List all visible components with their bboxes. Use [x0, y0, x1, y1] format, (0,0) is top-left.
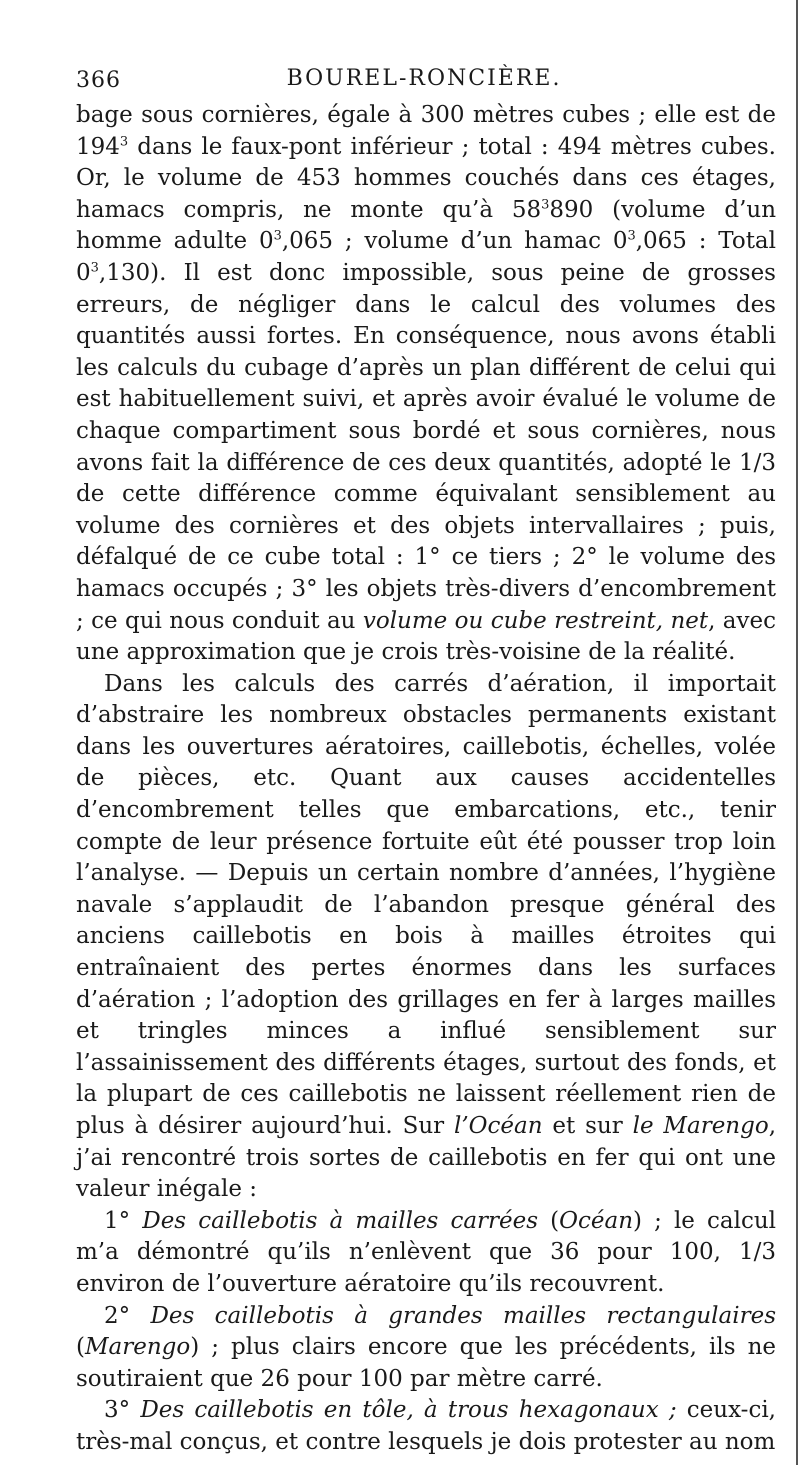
paragraph-cubage: bage sous cornières, égale à 300 mètres cubes ; elle est de $194^3$ dans le faux-pont inférieur ; total : 494 mètres cubes. Or, le volume de 453 hommes couchés dans ces étages, hamacs compris, ne monte qu’à $58^3890$ (volume d’un homme adulte $0^3,065$ ; volume d’un hamac $0^3,065$ : Total $0^3,130$). Il est donc impossible, sous peine de grosses erreurs, de négliger dans le calcul des volumes des quantités aussi fortes. En conséquence, nous avons établi les calculs du cubage d’après un plan différent de celui qui est habituellement suivi, et après avoir évalué le volume de chaque compartiment sous bordé et sous cornières, nous avons fait la différence de ces deux quantités, adopté le 1/3 de cette différence comme équivalant sensiblement au volume des cornières et des objets intervallaires ; puis, défalqué de ce cube total : 1° ce tiers ; 2° le volume des hamacs occupés ; 3° les objets très-divers d’encombrement ; ce qui nous conduit au volume ou cube restreint, net, avec une approximation que je crois très-voisine de la réalité. — [76, 102, 777, 666]
cube-superscript: 3 — [627, 228, 636, 244]
list-item-square-mesh: 1° Des caillebotis à mailles carrées (Océan) ; le calcul m’a démontré qu’ils n’enlèvent que 36 pour 100, 1/3 environ de l’ouverture aératoire qu’ils recouvrent. — [76, 1207, 777, 1297]
paragraph-aeration: Dans les calculs des carrés d’aération, il importait d’abstraire les nombreux obstacles permanents existant dans les ouvertures aératoires, caillebotis, échelles, volée de pièces, etc. Quant aux causes accidentelles d’encombrement telles que embarcations, etc., tenir compte de leur présence fortuite eût été pousser trop loin l’analyse. — Depuis un certain nombre d’années, l’hygiène navale s’applaudit de l’abandon presque général des anciens caillebotis en bois à mailles étroites qui entraînaient des pertes énormes dans les surfaces d’aération ; l’adoption des grillages en fer à larges mailles et tringles minces a influé sensiblement sur l’assainissement des différents étages, surtout des fonds, et la plupart de ces caillebotis ne laissent réellement rien de plus à désirer aujourd’hui. Sur l’Océan et sur le Marengo, j’ai rencontré trois sortes de caillebotis en fer qui ont une valeur inégale : — [76, 670, 777, 1203]
page-edge — [796, 0, 798, 1465]
item-number: 1° — [104, 1207, 131, 1234]
page-header — [76, 60, 772, 100]
page-number: 366 — [76, 68, 121, 93]
italic-term: volume ou cube restreint, net — [362, 607, 709, 634]
ship-name: Marengo — [84, 1334, 191, 1361]
body-text — [76, 100, 776, 1459]
cube-superscript: 3 — [119, 133, 129, 149]
item-number: 3° — [104, 1397, 131, 1424]
cube-superscript: 3 — [273, 228, 282, 244]
ship-name: le Marengo — [632, 1113, 769, 1139]
list-item-hexagonal-holes: 3° Des caillebotis en tôle, à trous hexagonaux ; ceux-ci, très-mal conçus, et contre lesquels je dois protester au nom — [76, 1397, 776, 1455]
ship-name: l’Océan — [454, 1113, 543, 1139]
cube-superscript: 3 — [541, 197, 550, 213]
list-item-rectangular-mesh: 2° Des caillebotis à grandes mailles rectangulaires (Marengo) ; plus clairs encore que les précédents, ils ne soutiraient que 26 pour 100 par mètre carré. — [76, 1302, 776, 1392]
item-number: 2° — [104, 1302, 131, 1329]
running-head: BOUREL-RONCIÈRE. — [286, 66, 562, 91]
ship-name: Océan — [559, 1207, 634, 1234]
cube-superscript: 3 — [90, 260, 99, 276]
